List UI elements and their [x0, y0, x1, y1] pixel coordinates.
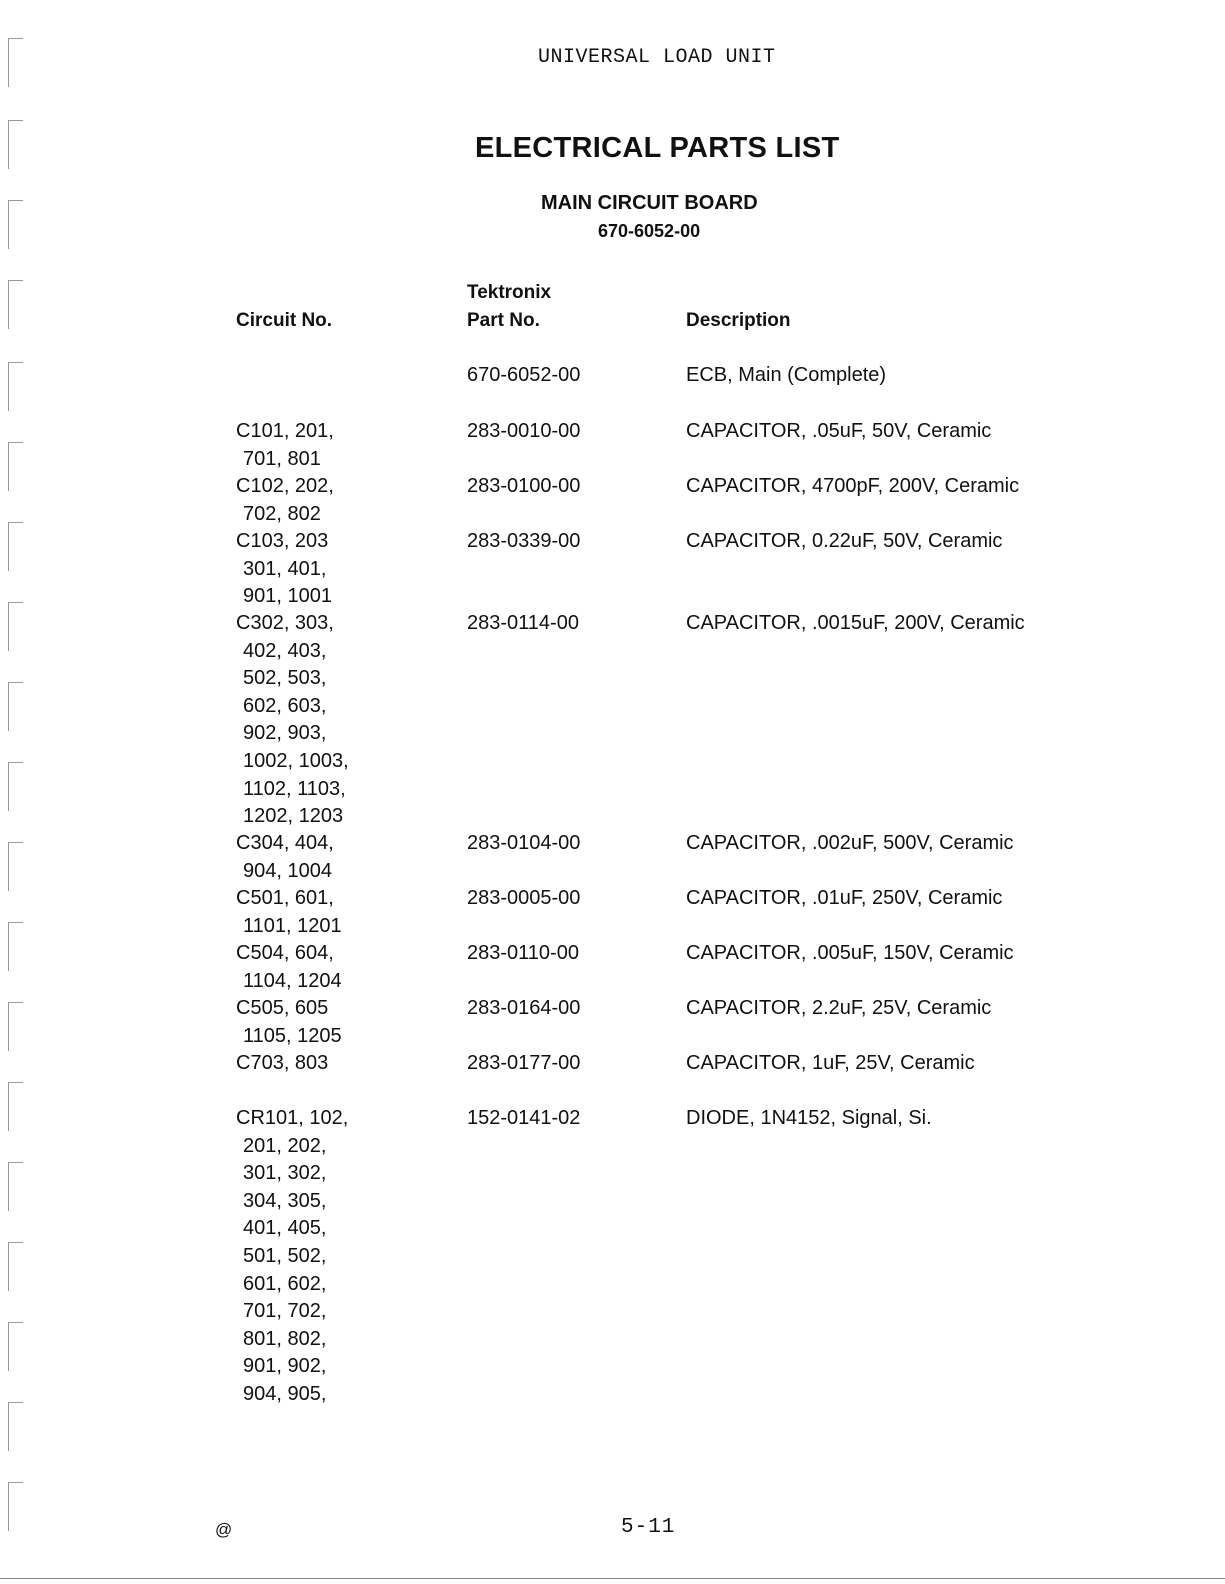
binder-mark: [8, 362, 23, 411]
binder-mark: [8, 842, 23, 891]
circuit-line: 501, 502,: [243, 1244, 327, 1267]
circuit-line: 1202, 1203: [243, 805, 344, 828]
binder-mark: [8, 682, 23, 731]
circuit-line: 401, 405,: [243, 1217, 327, 1240]
binder-mark: [8, 762, 23, 811]
binder-mark: [8, 602, 23, 651]
circuit-line: 701, 801: [243, 447, 321, 470]
circuit-line: C102, 202,: [236, 475, 334, 497]
binder-mark: [8, 522, 23, 571]
circuit-cell: [236, 830, 334, 885]
part-number-cell: 670-6052-00: [467, 364, 581, 386]
description-cell: CAPACITOR, .05uF, 50V, Ceramic: [686, 420, 992, 442]
column-header-part-line2: Part No.: [467, 310, 540, 331]
page-title: ELECTRICAL PARTS LIST: [475, 132, 840, 164]
description-cell: CAPACITOR, 0.22uF, 50V, Ceramic: [686, 530, 1003, 552]
circuit-line: C103, 203: [236, 530, 329, 552]
binder-mark: [8, 1002, 23, 1051]
circuit-line: 301, 401,: [243, 557, 327, 580]
circuit-line: 902, 903,: [243, 722, 327, 745]
circuit-line: C302, 303,: [236, 612, 334, 634]
part-number-cell: 283-0010-00: [467, 420, 581, 442]
circuit-line: 701, 702,: [243, 1300, 327, 1323]
part-number-cell: 283-0339-00: [467, 530, 581, 552]
board-part-number: 670-6052-00: [598, 221, 701, 241]
part-number-cell: 283-0100-00: [467, 475, 581, 497]
circuit-line: 904, 905,: [243, 1382, 327, 1405]
column-header-description: Description: [686, 310, 791, 331]
binder-mark: [8, 120, 23, 169]
binder-mark: [8, 1162, 23, 1211]
description-cell: ECB, Main (Complete): [686, 364, 887, 386]
circuit-line: C703, 803: [236, 1052, 329, 1074]
circuit-line: 201, 202,: [243, 1134, 327, 1157]
part-number-cell: 283-0177-00: [467, 1052, 581, 1074]
part-number-cell: 283-0110-00: [467, 942, 579, 964]
circuit-line: 601, 602,: [243, 1272, 327, 1295]
description-cell: CAPACITOR, 1uF, 25V, Ceramic: [686, 1052, 975, 1074]
circuit-line: 904, 1004: [243, 859, 332, 882]
board-name: MAIN CIRCUIT BOARD: [541, 192, 758, 214]
binder-mark: [8, 1082, 23, 1131]
part-number-cell: 283-0005-00: [467, 887, 581, 909]
circuit-cell: [236, 940, 342, 995]
part-number-cell: 283-0104-00: [467, 832, 581, 854]
binder-mark: [8, 1482, 23, 1531]
circuit-line: 1102, 1103,: [243, 777, 346, 800]
circuit-line: 301, 302,: [243, 1162, 327, 1185]
circuit-line: 402, 403,: [243, 639, 327, 662]
circuit-line: CR101, 102,: [236, 1107, 349, 1129]
description-cell: CAPACITOR, 4700pF, 200V, Ceramic: [686, 475, 1020, 497]
binder-mark: [8, 922, 23, 971]
page-number: 5-11: [621, 1516, 676, 1539]
description-cell: CAPACITOR, 2.2uF, 25V, Ceramic: [686, 997, 992, 1019]
binder-mark: [8, 442, 23, 491]
circuit-line: C501, 601,: [236, 887, 334, 909]
description-cell: CAPACITOR, .0015uF, 200V, Ceramic: [686, 612, 1025, 634]
circuit-line: 801, 802,: [243, 1327, 327, 1350]
part-number-cell: 283-0164-00: [467, 997, 581, 1019]
circuit-line: 702, 802: [243, 502, 321, 525]
binder-mark: [8, 280, 23, 329]
column-header-part-line1: Tektronix: [467, 282, 552, 303]
circuit-line: C101, 201,: [236, 420, 334, 442]
description-cell: CAPACITOR, .01uF, 250V, Ceramic: [686, 887, 1003, 909]
binder-mark: [8, 1322, 23, 1371]
binder-mark: [8, 1242, 23, 1291]
circuit-line: 304, 305,: [243, 1189, 327, 1212]
circuit-cell: [236, 473, 334, 528]
description-cell: DIODE, 1N4152, Signal, Si.: [686, 1107, 932, 1129]
circuit-cell: [236, 610, 349, 831]
circuit-cell: [236, 1105, 348, 1409]
circuit-line: 901, 1001: [243, 585, 332, 608]
running-header: UNIVERSAL LOAD UNIT: [538, 46, 776, 69]
circuit-line: 901, 902,: [243, 1355, 327, 1378]
circuit-cell: [236, 995, 342, 1050]
circuit-line: 502, 503,: [243, 667, 327, 690]
circuit-line: 1002, 1003,: [243, 749, 349, 772]
circuit-line: 1101, 1201: [243, 914, 342, 937]
circuit-cell: [236, 528, 332, 611]
part-number-cell: 283-0114-00: [467, 612, 579, 634]
circuit-line: 1105, 1205: [243, 1024, 342, 1047]
binder-mark: [8, 38, 23, 87]
binder-mark: [8, 200, 23, 249]
circuit-line: 602, 603,: [243, 694, 327, 717]
circuit-line: 1104, 1204: [243, 969, 342, 992]
circuit-line: C304, 404,: [236, 832, 334, 854]
circuit-line: C505, 605: [236, 997, 329, 1019]
circuit-line: C504, 604,: [236, 942, 334, 964]
circuit-cell: [236, 1050, 328, 1078]
footer-mark: @: [215, 1520, 233, 1539]
circuit-cell: [236, 418, 334, 473]
column-header-circuit: Circuit No.: [236, 310, 333, 331]
binder-mark: [8, 1402, 23, 1451]
description-cell: CAPACITOR, .005uF, 150V, Ceramic: [686, 942, 1014, 964]
page-bottom-rule: [0, 1578, 1225, 1579]
part-number-cell: 152-0141-02: [467, 1107, 581, 1129]
description-cell: CAPACITOR, .002uF, 500V, Ceramic: [686, 832, 1014, 854]
circuit-cell: [236, 885, 342, 940]
